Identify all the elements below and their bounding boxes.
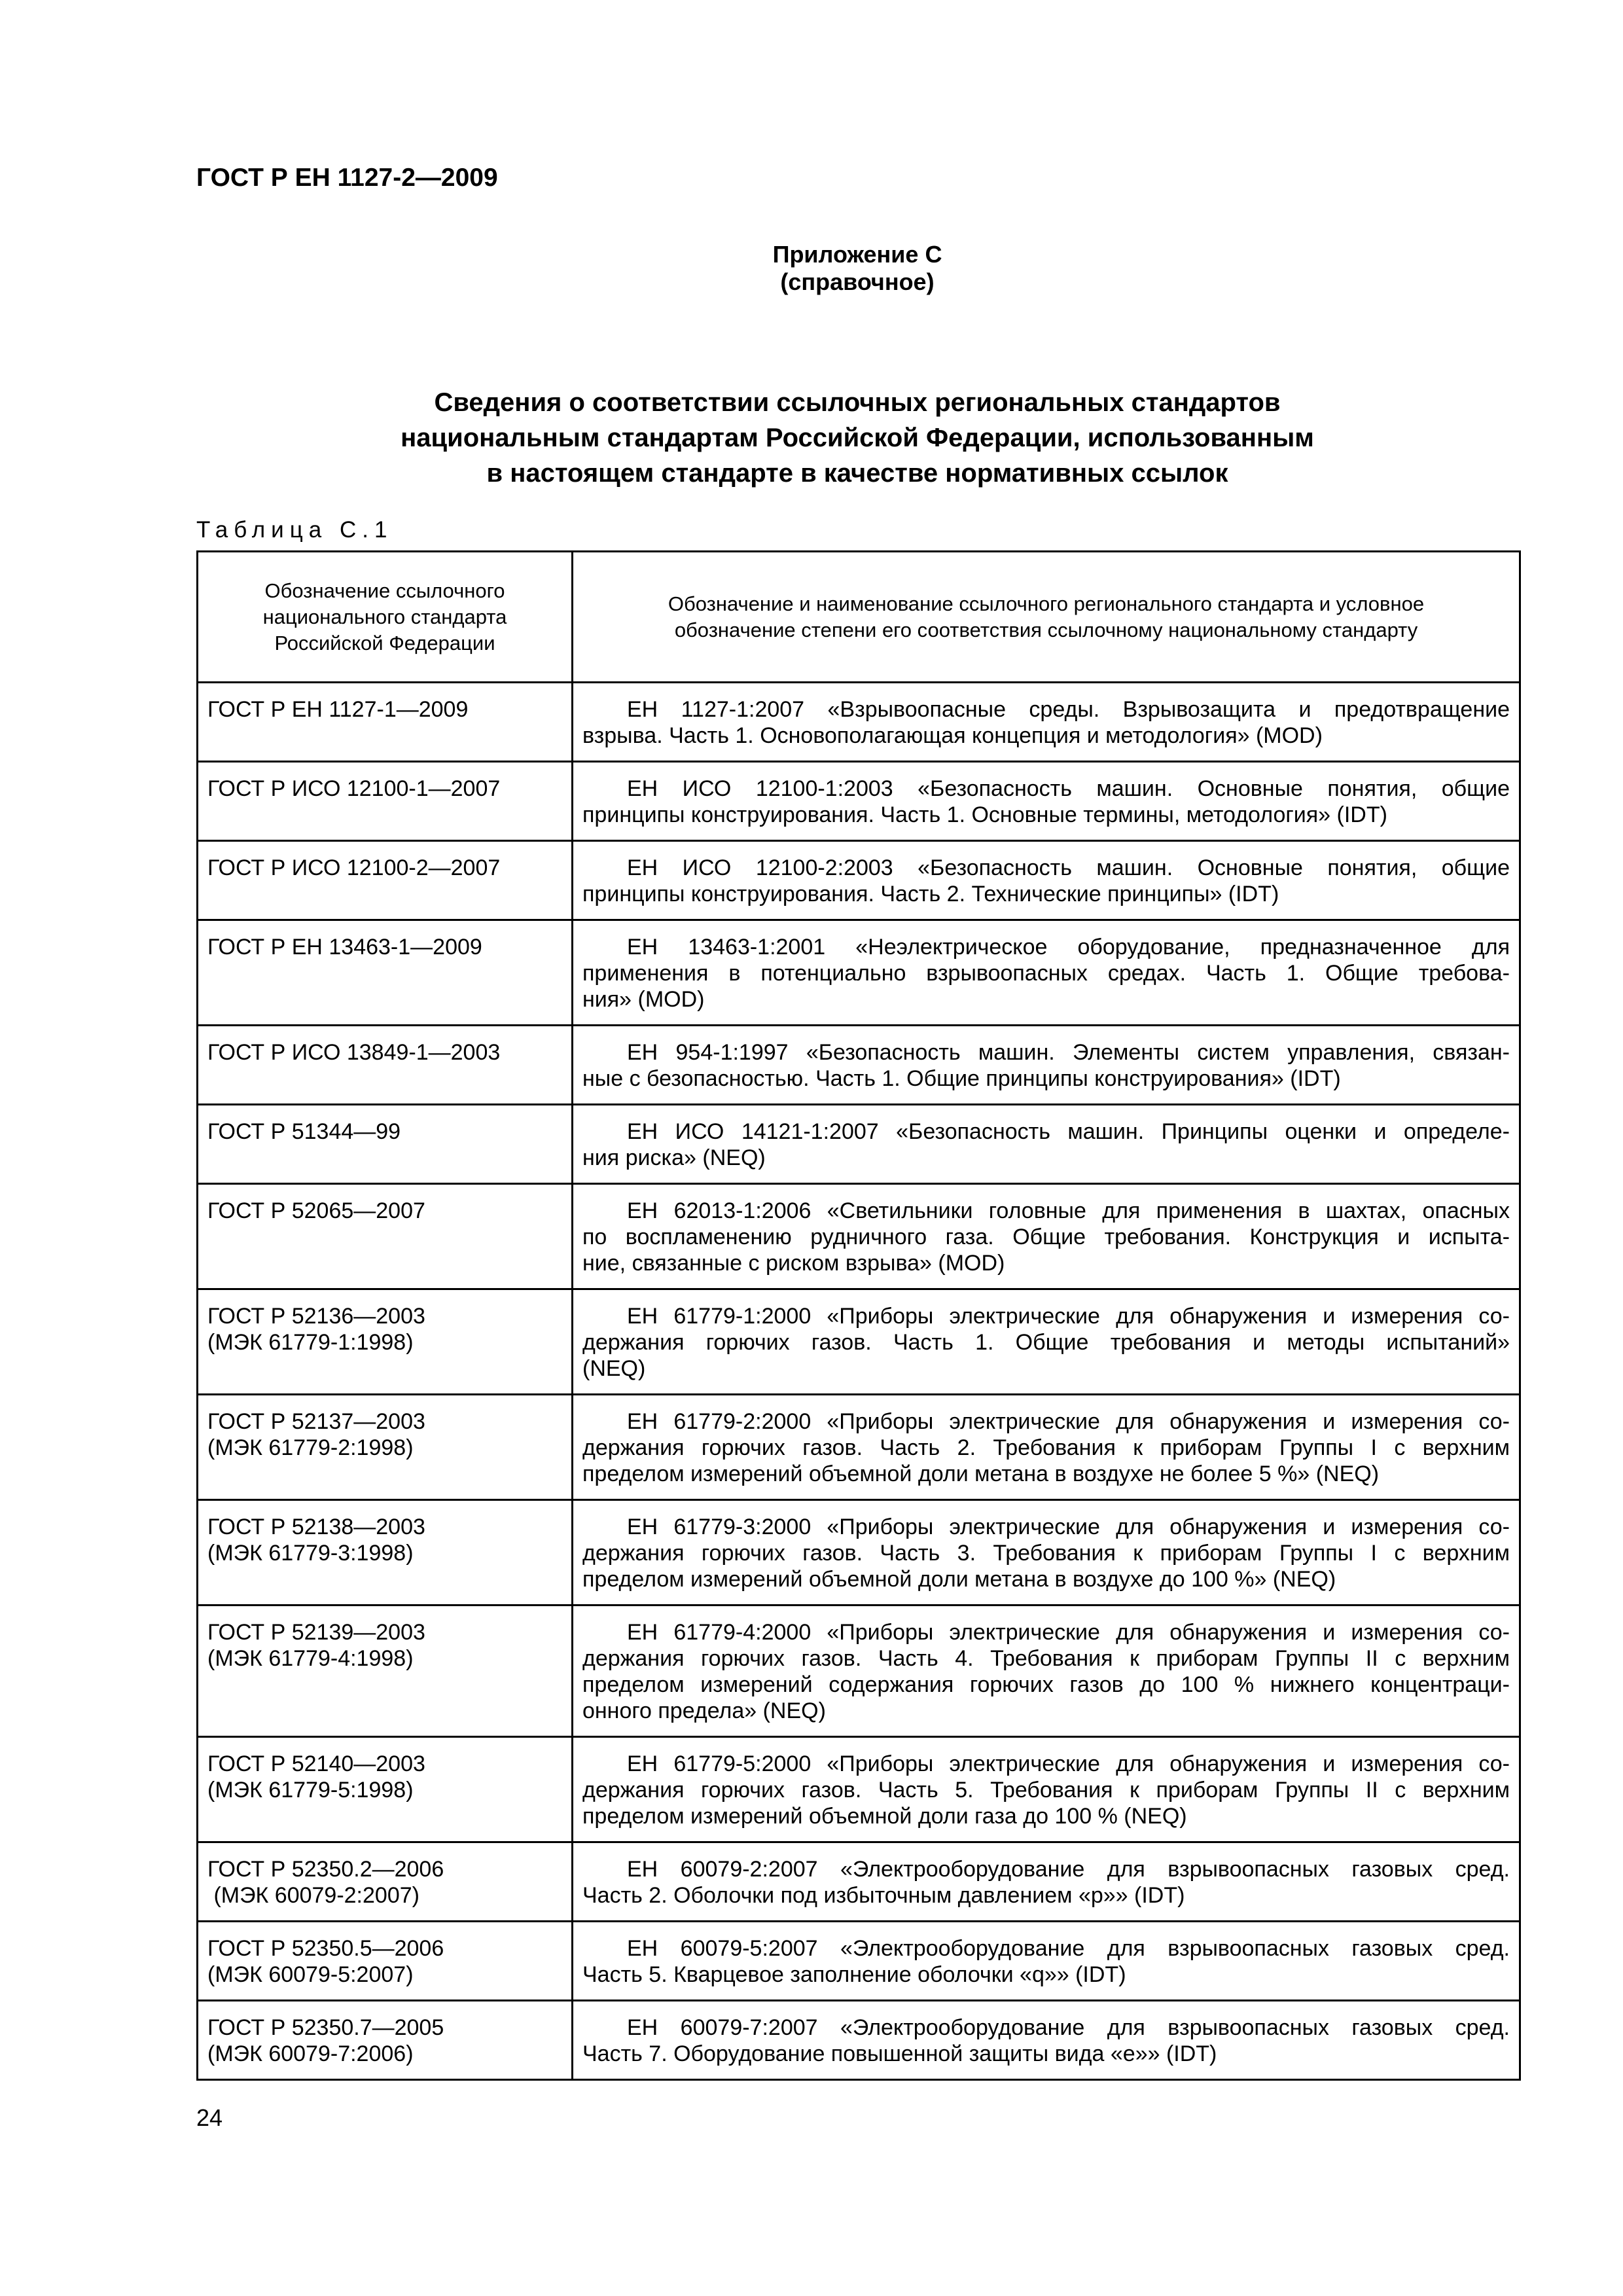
regional-standard-text-line: ЕН 13463-1:2001 «Неэлектрическое оборудование, предназначенное для — [627, 935, 1510, 960]
regional-standard-cell — [573, 1500, 1520, 1605]
annex-heading — [196, 241, 1518, 296]
table-row — [198, 1737, 1520, 1842]
header-line: Обозначение ссылочного — [264, 579, 505, 602]
table-row — [198, 920, 1520, 1026]
regional-standard-text-line: принципы конструирования. Часть 2. Технические принципы» (IDT) — [582, 882, 1279, 906]
national-standard-designation: (МЭК 61779-5:1998) — [207, 1778, 414, 1803]
national-standard-cell — [198, 1395, 573, 1500]
national-standard-designation: ГОСТ Р 52350.2—2006 — [207, 1857, 444, 1882]
regional-standard-cell — [573, 1395, 1520, 1500]
header-line: обозначение степени его соответствия ссылочному национальному стандарту — [674, 618, 1418, 641]
regional-standard-text-line: по воспламенению рудничного газа. Общие требования. Конструкция и испыта- — [582, 1225, 1510, 1249]
regional-standard-text-line: пределом измерений объемной доли метана в воздухе до 100 %» (NEQ) — [582, 1567, 1336, 1592]
regional-standard-cell — [573, 1184, 1520, 1289]
regional-standard-text-line: держания горючих газов. Часть 2. Требования к приборам Группы I с верхним — [582, 1435, 1510, 1460]
regional-standard-cell — [573, 920, 1520, 1026]
regional-standard-text-line: держания горючих газов. Часть 4. Требования к приборам Группы II с верхним — [582, 1646, 1510, 1671]
table-row — [198, 1026, 1520, 1105]
regional-standard-cell — [573, 683, 1520, 762]
regional-standard-text-line: применения в потенциально взрывоопасных средах. Часть 1. Общие требова- — [582, 961, 1510, 986]
national-standard-cell — [198, 1842, 573, 1922]
regional-standard-cell — [573, 1842, 1520, 1922]
regional-standard-text-line: ЕН 61779-4:2000 «Приборы электрические для обнаружения и измерения со- — [627, 1620, 1510, 1645]
regional-standard-text-line: пределом измерений объемной доли газа до 100 % (NEQ) — [582, 1804, 1187, 1829]
regional-standard-cell — [573, 1605, 1520, 1737]
national-standard-designation: (МЭК 61779-1:1998) — [207, 1330, 414, 1355]
regional-standard-text-line: ние, связанные с риском взрыва» (MOD) — [582, 1251, 1005, 1276]
header-regional-standard — [573, 552, 1520, 683]
national-standard-designation: ГОСТ Р ЕН 1127-1—2009 — [207, 697, 469, 722]
regional-standard-text-line: держания горючих газов. Часть 1. Общие требования и методы испытаний» — [582, 1330, 1510, 1355]
national-standard-cell — [198, 1500, 573, 1605]
annex-type: (справочное) — [780, 268, 935, 295]
national-standard-designation: ГОСТ Р 52136—2003 — [207, 1304, 425, 1329]
national-standard-designation: (МЭК 61779-3:1998) — [207, 1541, 414, 1566]
regional-standard-cell — [573, 1922, 1520, 2001]
national-standard-cell — [198, 1105, 573, 1184]
regional-standard-text-line: Часть 5. Кварцевое заполнение оболочки «q»» (IDT) — [582, 1962, 1126, 1987]
table-row — [198, 1500, 1520, 1605]
regional-standard-cell — [573, 1737, 1520, 1842]
table-row — [198, 1184, 1520, 1289]
regional-standard-text-line: ния» (MOD) — [582, 987, 705, 1012]
national-standard-designation: ГОСТ Р 52138—2003 — [207, 1515, 425, 1539]
regional-standard-text-line: онного предела» (NEQ) — [582, 1698, 826, 1723]
regional-standard-cell — [573, 762, 1520, 841]
national-standard-cell — [198, 1737, 573, 1842]
table-row — [198, 841, 1520, 920]
national-standard-cell — [198, 683, 573, 762]
national-standard-cell — [198, 1026, 573, 1105]
header-line: Обозначение и наименование ссылочного регионального стандарта и условное — [668, 592, 1425, 615]
regional-standard-text-line: (NEQ) — [582, 1356, 646, 1381]
regional-standard-text-line: пределом измерений объемной доли метана в воздухе не более 5 %» (NEQ) — [582, 1462, 1380, 1486]
regional-standard-text-line: Часть 7. Оборудование повышенной защиты вида «е»» (IDT) — [582, 2041, 1217, 2066]
regional-standard-text-line: ЕН 60079-2:2007 «Электрооборудование для взрывоопасных газовых сред. — [627, 1857, 1510, 1882]
regional-standard-text-line: ЕН 62013-1:2006 «Светильники головные для применения в шахтах, опасных — [627, 1198, 1510, 1223]
national-standard-designation: ГОСТ Р 52139—2003 — [207, 1620, 425, 1645]
page-number: 24 — [196, 2104, 223, 2131]
table-row — [198, 2001, 1520, 2080]
regional-standard-text-line: пределом измерений содержания горючих газов до 100 % нижнего концентраци- — [582, 1672, 1510, 1697]
national-standard-designation: ГОСТ Р 51344—99 — [207, 1119, 401, 1144]
national-standard-cell — [198, 1184, 573, 1289]
title-line: в настоящем стандарте в качестве нормативных ссылок — [486, 459, 1228, 488]
regional-standard-text-line: ЕН 60079-5:2007 «Электрооборудование для взрывоопасных газовых сред. — [627, 1936, 1510, 1961]
regional-standard-cell — [573, 1026, 1520, 1105]
regional-standard-cell — [573, 841, 1520, 920]
header-line: Российской Федерации — [274, 631, 495, 655]
annex-title — [196, 385, 1518, 491]
regional-standard-text-line: ЕН 954-1:1997 «Безопасность машин. Элементы систем управления, связан- — [627, 1040, 1510, 1065]
regional-standard-text-line: ЕН 61779-1:2000 «Приборы электрические для обнаружения и измерения со- — [627, 1304, 1510, 1329]
table-row — [198, 1605, 1520, 1737]
regional-standard-cell — [573, 2001, 1520, 2080]
national-standard-designation: ГОСТ Р ИСО 12100-2—2007 — [207, 855, 501, 880]
national-standard-designation: (МЭК 61779-4:1998) — [207, 1646, 414, 1671]
national-standard-designation: (МЭК 60079-5:2007) — [207, 1962, 414, 1987]
annex-label: Приложение С — [772, 241, 942, 268]
national-standard-designation: ГОСТ Р 52140—2003 — [207, 1751, 425, 1776]
table-row — [198, 1289, 1520, 1395]
regional-standard-text-line: ЕН 61779-2:2000 «Приборы электрические для обнаружения и измерения со- — [627, 1409, 1510, 1434]
regional-standard-text-line: ЕН 60079-7:2007 «Электрооборудование для взрывоопасных газовых сред. — [627, 2015, 1510, 2040]
regional-standard-text-line: ЕН 1127-1:2007 «Взрывоопасные среды. Взрывозащита и предотвращение — [627, 697, 1510, 722]
table-row — [198, 1922, 1520, 2001]
title-line: национальным стандартам Российской Федерации, использованным — [401, 423, 1314, 452]
national-standard-designation: ГОСТ Р ЕН 13463-1—2009 — [207, 935, 482, 960]
national-standard-cell — [198, 920, 573, 1026]
regional-standard-text-line: ния риска» (NEQ) — [582, 1145, 766, 1170]
regional-standard-text-line: Часть 2. Оболочки под избыточным давлением «р»» (IDT) — [582, 1883, 1185, 1908]
reference-standards-table — [196, 550, 1521, 2081]
regional-standard-cell — [573, 1289, 1520, 1395]
table-row — [198, 1395, 1520, 1500]
national-standard-cell — [198, 1922, 573, 2001]
regional-standard-text-line: ные с безопасностью. Часть 1. Общие принципы конструирования» (IDT) — [582, 1066, 1341, 1091]
table-row — [198, 1842, 1520, 1922]
table-header-row — [198, 552, 1520, 683]
regional-standard-text-line: взрыва. Часть 1. Основополагающая концепция и методология» (MOD) — [582, 723, 1323, 748]
document-code-header: ГОСТ Р ЕН 1127-2—2009 — [196, 164, 498, 192]
national-standard-designation: ГОСТ Р 52137—2003 — [207, 1409, 425, 1434]
header-national-standard — [198, 552, 573, 683]
regional-standard-cell — [573, 1105, 1520, 1184]
national-standard-designation: ГОСТ Р 52350.5—2006 — [207, 1936, 444, 1961]
regional-standard-text-line: ЕН 61779-3:2000 «Приборы электрические для обнаружения и измерения со- — [627, 1515, 1510, 1539]
title-line: Сведения о соответствии ссылочных региональных стандартов — [434, 388, 1281, 417]
national-standard-designation: ГОСТ Р ИСО 13849-1—2003 — [207, 1040, 501, 1065]
national-standard-cell — [198, 762, 573, 841]
regional-standard-text-line: ЕН ИСО 12100-2:2003 «Безопасность машин. Основные понятия, общие — [627, 855, 1510, 880]
national-standard-cell — [198, 1605, 573, 1737]
regional-standard-text-line: ЕН 61779-5:2000 «Приборы электрические для обнаружения и измерения со- — [627, 1751, 1510, 1776]
table-body — [198, 683, 1520, 2080]
regional-standard-text-line: принципы конструирования. Часть 1. Основные термины, методология» (IDT) — [582, 802, 1387, 827]
header-line: национального стандарта — [262, 605, 507, 628]
table-row — [198, 762, 1520, 841]
national-standard-cell — [198, 1289, 573, 1395]
national-standard-cell — [198, 841, 573, 920]
national-standard-designation: (МЭК 60079-7:2006) — [207, 2041, 414, 2066]
table-label: Таблица С.1 — [196, 517, 393, 543]
table-row — [198, 1105, 1520, 1184]
regional-standard-text-line: ЕН ИСО 14121-1:2007 «Безопасность машин. Принципы оценки и определе- — [627, 1119, 1510, 1144]
national-standard-designation: ГОСТ Р ИСО 12100-1—2007 — [207, 776, 501, 801]
table-row — [198, 683, 1520, 762]
national-standard-designation: (МЭК 60079-2:2007) — [207, 1883, 419, 1908]
national-standard-designation: ГОСТ Р 52350.7—2005 — [207, 2015, 444, 2040]
regional-standard-text-line: держания горючих газов. Часть 5. Требования к приборам Группы II с верхним — [582, 1778, 1510, 1803]
national-standard-designation: ГОСТ Р 52065—2007 — [207, 1198, 425, 1223]
regional-standard-text-line: ЕН ИСО 12100-1:2003 «Безопасность машин. Основные понятия, общие — [627, 776, 1510, 801]
national-standard-designation: (МЭК 61779-2:1998) — [207, 1435, 414, 1460]
national-standard-cell — [198, 2001, 573, 2080]
regional-standard-text-line: держания горючих газов. Часть 3. Требования к приборам Группы I с верхним — [582, 1541, 1510, 1566]
